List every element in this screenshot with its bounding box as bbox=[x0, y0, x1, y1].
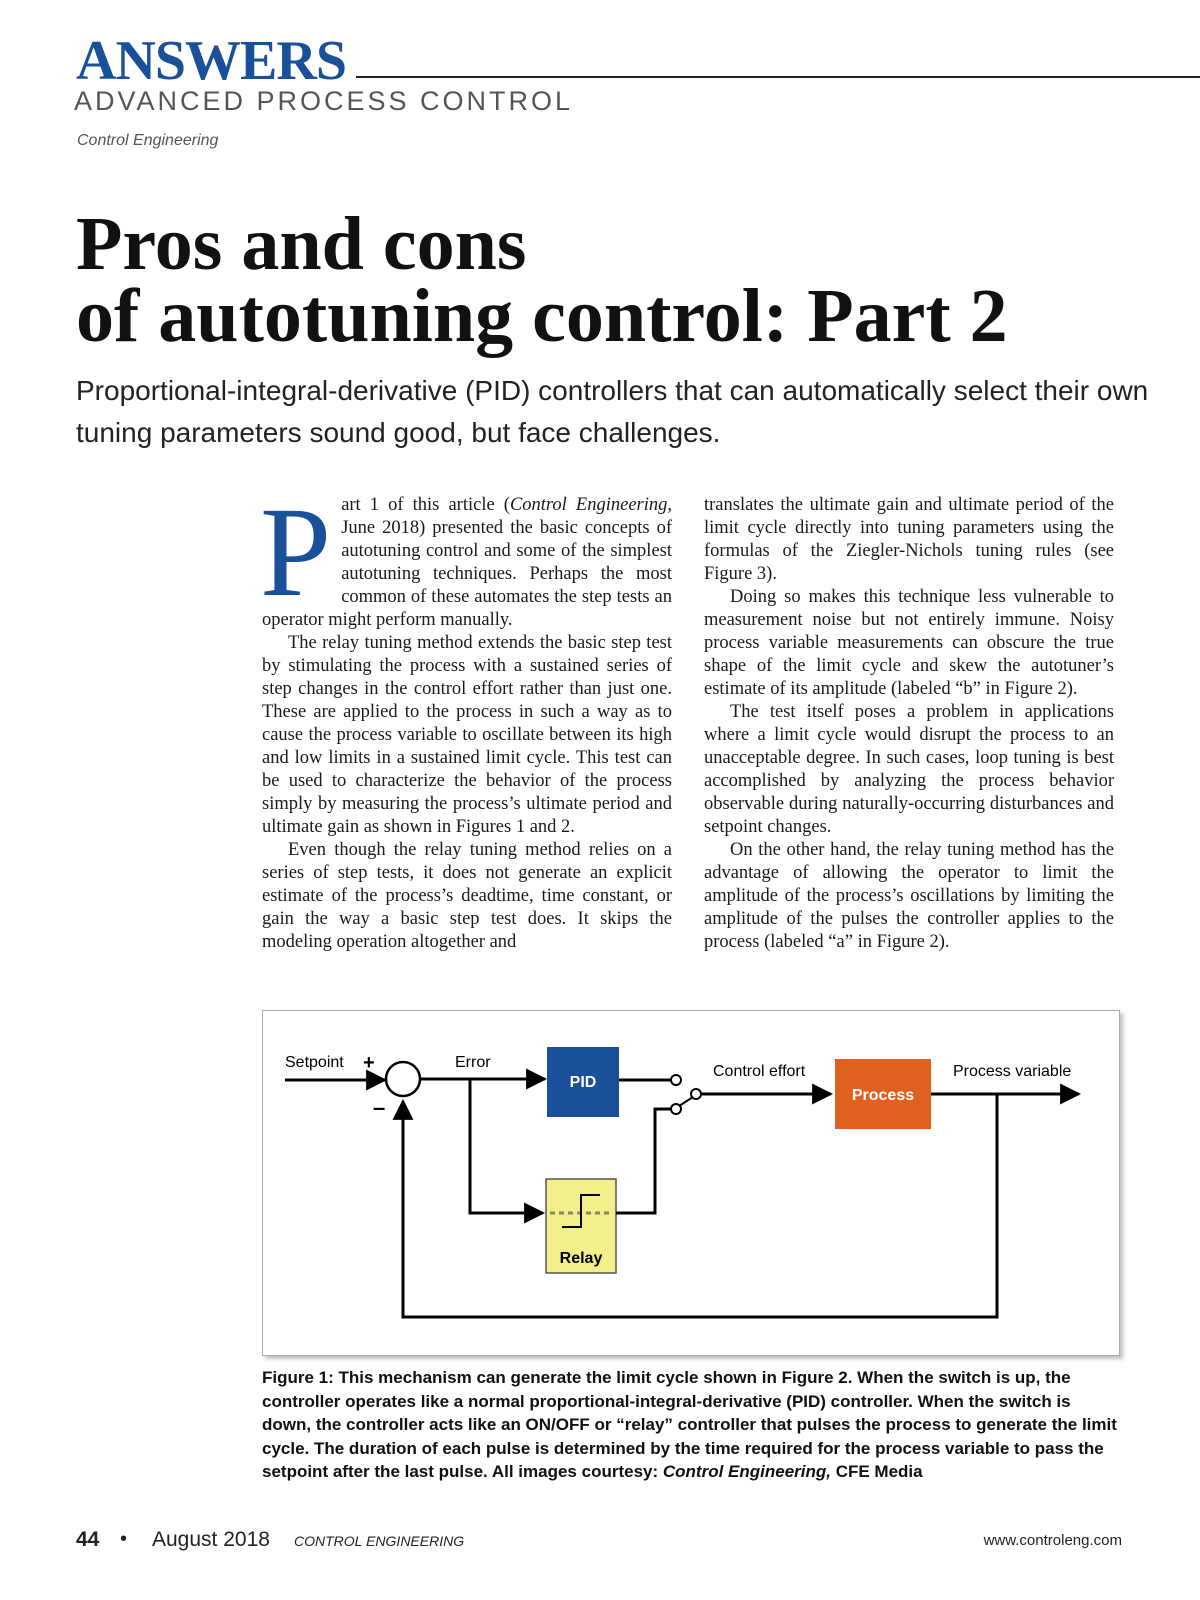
setpoint-label: Setpoint bbox=[285, 1054, 344, 1071]
paragraph: Even though the relay tuning method relies on a series of step tests, it does not generate an explicit estimate of the process’s deadtime, time constant, or gain the way a basic step test does. It skips the modeling operation altogether and bbox=[262, 840, 672, 952]
summing-junction bbox=[386, 1062, 420, 1096]
page-number: 44 bbox=[76, 1528, 100, 1551]
relay-label: Relay bbox=[559, 1250, 603, 1267]
paragraph: Doing so makes this technique less vulnerable to measurement noise but not entirely immune. Noisy process variable measurements can obscure the true shape of the limit cycle and skew the autotuner’s estimate of its amplitude (labeled “b” in Figure 2). bbox=[704, 587, 1114, 699]
switch-arm bbox=[679, 1097, 693, 1106]
article-column-left bbox=[260, 481, 672, 954]
caption-text: CFE Media bbox=[830, 1462, 923, 1481]
footer-publication: CONTROL ENGINEERING bbox=[294, 1533, 465, 1549]
plus-sign: + bbox=[363, 1052, 375, 1074]
drop-cap: P bbox=[260, 481, 332, 623]
article-headline bbox=[76, 202, 1008, 358]
switch-contact-pid bbox=[671, 1075, 681, 1085]
caption-text: Figure 1: This mechanism can generate the limit cycle shown in Figure 2. When the switch is up, the controller operates like a normal proportional-integral-derivative (PID) controller. When the switch is down, the controller acts like an ON/OFF or “relay” controller that pulses the process to generate the limit cycle. The duration of each pulse is determined by the time required for the process variable to pass the setpoint after the last pulse. All images courtesy: bbox=[262, 1368, 1117, 1481]
website-url: www.controleng.com bbox=[983, 1532, 1122, 1549]
page-footer bbox=[76, 1528, 1122, 1558]
caption-italic-credit: Control Engineering, bbox=[662, 1462, 831, 1481]
publication-name: Control Engineering bbox=[77, 132, 219, 149]
minus-sign: – bbox=[373, 1095, 386, 1120]
section-title: ANSWERS bbox=[76, 30, 346, 92]
control-effort-label: Control effort bbox=[713, 1063, 806, 1080]
paragraph bbox=[260, 481, 672, 632]
process-variable-label: Process variable bbox=[953, 1063, 1072, 1080]
issue-date: August 2018 bbox=[152, 1528, 270, 1551]
text-run: art 1 of this article ( bbox=[341, 495, 510, 515]
paragraph: On the other hand, the relay tuning method has the advantage of allowing the operator to limit the amplitude of the process’s oscillations by limiting the amplitude of the pulses the controller applies to the process (labeled “a” in Figure 2). bbox=[704, 840, 1114, 952]
section-subtitle: ADVANCED PROCESS CONTROL bbox=[74, 86, 574, 116]
headline-line-1: Pros and cons bbox=[76, 202, 527, 286]
figure-caption bbox=[262, 1366, 1122, 1484]
text-run-italic: Control Engineering, bbox=[509, 495, 672, 515]
process-label: Process bbox=[851, 1087, 915, 1104]
relay-output-wire bbox=[616, 1109, 671, 1213]
article-column-right bbox=[704, 494, 1114, 954]
figure-1-diagram bbox=[262, 1010, 1120, 1356]
text-run: June 2018) presented the basic concepts of autotuning control and some of the simplest autotuning techniques. Perhaps the most common of these automates the step tests an operator might perform manually. bbox=[262, 518, 672, 630]
headline-line-2: of autotuning control: Part 2 bbox=[76, 274, 1008, 358]
footer-bullet: • bbox=[120, 1528, 128, 1550]
pid-label: PID bbox=[569, 1074, 597, 1091]
paragraph: The relay tuning method extends the basic step test by stimulating the process with a sustained series of step changes in the control effort rather than just one. These are applied to the process in such a way as to cause the process variable to oscillate between its high and low limits in a sustained limit cycle. This test can be used to characterize the behavior of the process simply by measuring the process’s ultimate period and ultimate gain as shown in Figures 1 and 2. bbox=[262, 633, 672, 837]
error-to-relay-path bbox=[470, 1079, 543, 1213]
header-rule bbox=[356, 76, 1200, 78]
paragraph: translates the ultimate gain and ultimate period of the limit cycle directly into tuning parameters using the formulas of the Ziegler-Nichols tuning rules (see Figure 3). bbox=[704, 495, 1114, 584]
article-deck: Proportional-integral-derivative (PID) controllers that can automatically select their own tuning parameters sound good, but face challenges. bbox=[76, 375, 1149, 448]
paragraph: The test itself poses a problem in applications where a limit cycle would disrupt the process to an unacceptable degree. In such cases, loop tuning is best accomplished by analyzing the process behavior observable during naturally-occurring disturbances and setpoint changes. bbox=[704, 702, 1114, 837]
error-label: Error bbox=[455, 1054, 491, 1071]
